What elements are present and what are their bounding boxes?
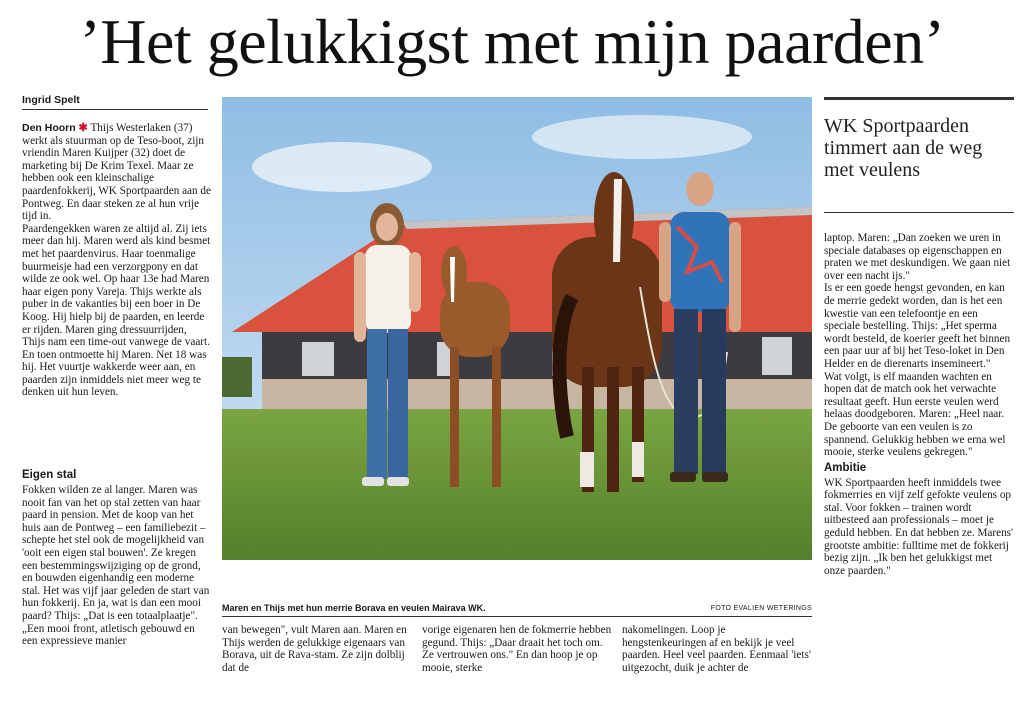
photo-credit: FOTO EVALIEN WETERINGS bbox=[710, 605, 812, 612]
sidebar-headline: WK Sportpaarden timmert aan de weg met veulens bbox=[824, 115, 983, 181]
byline: Ingrid Spelt bbox=[22, 93, 208, 110]
photo-horses-couple bbox=[222, 97, 812, 560]
article-column-1 bbox=[22, 122, 212, 399]
article-column-1b bbox=[22, 469, 212, 648]
right-paragraph-4: WK Sportpaarden heeft inmiddels twee fokmerries en vijf zelf gefokte veulens op stal. Voor fokken – trainen wordt uitbesteed aan professionals – moet je geduld hebben. En dat hebben ze. Marens' grootste ambitie: fulltime met de fokkerij bezig zijn. „Ik ben het gelukkigst met onze paarden." bbox=[824, 476, 1014, 577]
paragraph-2: Paardengekken waren ze altijd al. Zij iets meer dan hij. Maren werd als kind besmet met het paardenvirus. Haar toenmalige buurmeisje had een verzorgpony en dat wilde ze ook wel. Op haar 13e had Maren haar eigen pony Vareja. Thijs werkte als puber in de vakanties bij een boer in De Koog. Hij hielp bij de paarden, en leerde er rijden. Maren ging dressuurrijden, Thijs nam een time-out vanwege de vaart. En toen ontmoette hij Maren. Net 18 was hij. Het vuurtje wakkerde weer aan, en paarden zijn inmiddels niet meer weg te denken uit hun leven. bbox=[22, 222, 211, 399]
sidebar-divider bbox=[824, 212, 1014, 213]
paragraph-3: Fokken wilden ze al langer. Maren was nooit fan van het op stal zetten van haar paard in pension. Met de koop van het huis aan de Pontweg – een familiebezit – schepte het stel ook de mogelijkheid van 'ooit een eigen stal bouwen'. Ze kregen een bestemmingswijziging op de grond, en bouwden eigenhandig een moderne stal. Het was vijf jaar geleden de start van hun fokkerij. En ja, wat is dan een mooi paard? Thijs: „Dat is een totaalplaatje". „Een mooi front, atletisch gebouwd en een expressieve manier bbox=[22, 484, 210, 648]
headline: ’Het gelukkigst met mijn paarden’ bbox=[79, 6, 945, 77]
article-column-4: nakomelingen. Loop je hengstenkeuringen af en bekijk je veel paarden. Heel veel paarden. Eenmaal 'iets' uitgezocht, duik je achter de bbox=[622, 624, 811, 674]
sidebar-top-rule bbox=[824, 97, 1014, 100]
article-photo bbox=[222, 97, 812, 560]
subhead-ambitie: Ambitie bbox=[824, 461, 867, 474]
right-paragraph-1: laptop. Maren: „Dan zoeken we uren in speciale databases op eigenschappen en praten we met deskundigen. We gaan niet over een nacht ijs." bbox=[824, 232, 1011, 282]
subhead-eigen-stal: Eigen stal bbox=[22, 469, 77, 481]
article-column-right bbox=[824, 232, 1014, 577]
dateline: Den Hoorn bbox=[22, 122, 76, 134]
intro-paragraph bbox=[22, 122, 212, 223]
article-column-3: vorige eigenaren hen de fokmerrie hebben gegund. Thijs: „Daar draait het toch om. Ze vertrouwen ons." En dan hoop je op mooie, sterke bbox=[422, 624, 612, 674]
right-paragraph-3: Wat volgt, is elf maanden wachten en hopen dat de match ook het verwachte resultaat geeft. Hun eerste veulen werd helaas doodgeboren. Maren: „Heel naar. De geboorte van een veulen is zo spannend. Gelukkig hebben we erna wel mooie, sterke veulens gekregen." bbox=[824, 370, 1006, 459]
asterisk-icon: ✱ bbox=[78, 122, 88, 134]
caption-text: Maren en Thijs met hun merrie Borava en veulen Mairava WK. bbox=[222, 603, 486, 613]
right-paragraph-2: Is er een goede hengst gevonden, en kan de merrie gedekt worden, dan is het een kwestie van een telefoontje en een speciale bestelling. Thijs: „Het sperma wordt besteld, de koerier geeft het binnen een paar uur af bij het Teso-loket in Den Helder en de dierenarts insemineert." bbox=[824, 282, 1011, 370]
photo-caption bbox=[222, 602, 812, 617]
paragraph-1: Thijs Westerlaken (37) werkt als stuurman op de Teso-boot, zijn vriendin Maren Kuijper (32) doet de marketing bij De Krim Texel. Maar ze hebben ook een kleinschalige paardenfokkerij, WK Sportpaarden aan de Pontweg. En daar steken ze al hun vrije tijd in. bbox=[22, 122, 211, 223]
article-column-2: van bewegen", vult Maren aan. Maren en Thijs werden de gelukkige eigenaars van Borava, uit de Rava-stam. Ze zijn dolblij dat de bbox=[222, 624, 407, 674]
